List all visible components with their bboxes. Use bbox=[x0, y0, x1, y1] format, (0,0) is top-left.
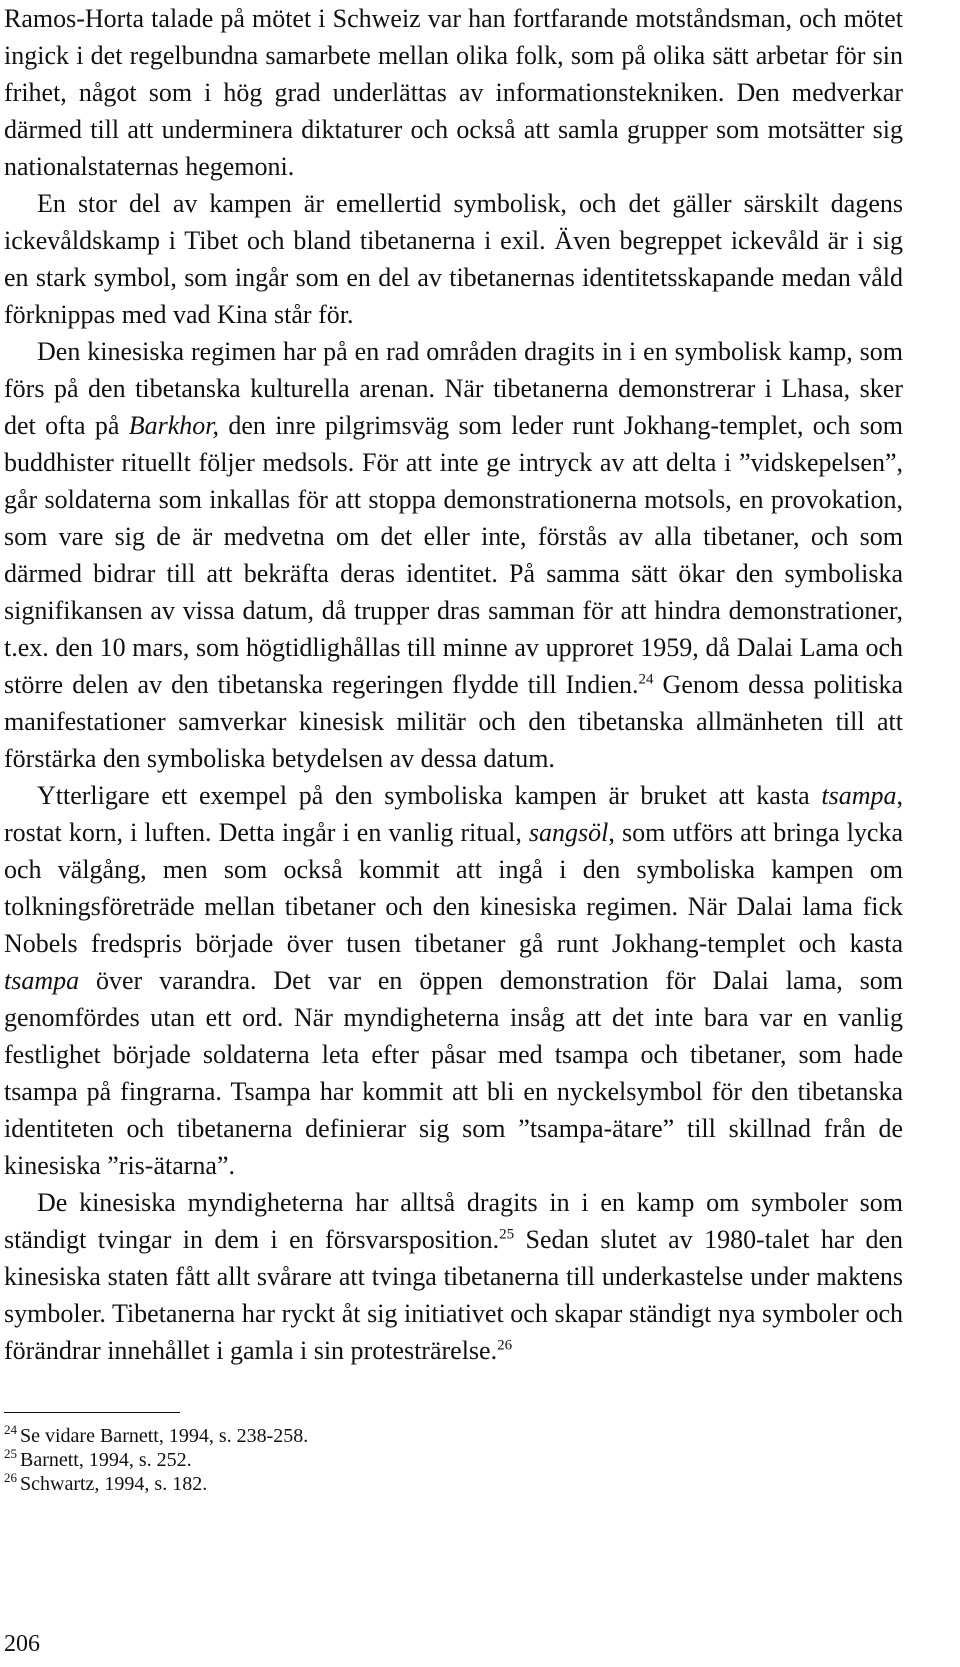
footnote-reference: 24 bbox=[638, 671, 654, 688]
footnote-reference: 26 bbox=[497, 1337, 513, 1354]
text-run: den inre pilgrimsväg som leder runt Jokhang-templet, och som buddhister rituellt följer medsols. För att inte ge intryck av att delta i ”vidskepelsen”, går soldaterna som inkallas för att stoppa demonstrationerna motsols, en provokation, som vare sig de är medvetna om det eller inte, förstås av alla tibetaner, och som därmed bidrar till att bekräfta deras identitet. På samma sätt ökar den symboliska signifikansen av vissa datum, då trupper dras samman för att hindra demonstrationer, t.ex. den 10 mars, som högtidlighållas till minne av upproret 1959, då Dalai Lama och större delen av den tibetanska regeringen flydde till Indien. bbox=[4, 411, 903, 699]
footnotes bbox=[4, 1424, 604, 1496]
italic-term: Barkhor, bbox=[128, 411, 219, 440]
text-run: En stor del av kampen är emellertid symbolisk, och det gäller särskilt dagens ickevåldskamp i Tibet och bland tibetanerna i exil. Även begreppet ickevåld är i sig en stark symbol, som ingår som en del av tibetanernas identitetsskapande medan våld förknippas med vad Kina står för. bbox=[4, 189, 903, 329]
footnote bbox=[4, 1472, 604, 1496]
text-run: Genom dessa politiska manifestationer samverkar kinesisk militär och den tibetanska allmänheten till att förstärka den symboliska betydelsen av dessa datum. bbox=[4, 670, 903, 773]
footnote-text: Schwartz, 1994, s. 182. bbox=[20, 1473, 208, 1495]
text-run: De kinesiska myndigheterna har alltså dragits in i en kamp om symboler som ständigt tvingar in dem i en försvarsposition. bbox=[4, 1188, 903, 1254]
paragraph bbox=[4, 333, 903, 777]
footnote bbox=[4, 1424, 604, 1448]
page-number: 206 bbox=[4, 1631, 40, 1657]
paragraph bbox=[4, 777, 903, 1184]
footnote-text: Se vidare Barnett, 1994, s. 238-258. bbox=[20, 1425, 309, 1447]
italic-term: sangsöl bbox=[528, 818, 609, 847]
footnote-text: Barnett, 1994, s. 252. bbox=[20, 1449, 192, 1471]
text-run: , som utförs att bringa lycka och välgång, men som också kommit att ingå i den symboliska kampen om tolkningsföreträde mellan tibetaner och den kinesiska regimen. När Dalai lama fick Nobels fredspris började över tusen tibetaner gå runt Jokhang-templet och kasta bbox=[4, 818, 903, 958]
paragraph bbox=[4, 0, 903, 185]
footnote-reference: 25 bbox=[499, 1226, 515, 1243]
paragraph bbox=[4, 1184, 903, 1369]
paragraph bbox=[4, 185, 903, 333]
footnote-number: 24 bbox=[4, 1422, 17, 1438]
footnote-number: 25 bbox=[4, 1446, 17, 1462]
footnote-divider bbox=[4, 1412, 180, 1413]
text-run: Ytterligare ett exempel på den symboliska kampen är bruket att kasta bbox=[37, 781, 822, 810]
text-run: Sedan slutet av 1980-talet har den kinesiska staten fått allt svårare att tvinga tibetanerna till underkastelse under maktens symboler. Tibetanerna har ryckt åt sig initiativet och skapar ständigt nya symboler och förändrar innehållet i gamla i sin protesträrelse. bbox=[4, 1225, 904, 1365]
text-run: Ramos-Horta talade på mötet i Schweiz var han fortfarande motståndsman, och mötet ingick i det regelbundna samarbete mellan olika folk, som på olika sätt arbetar för sin frihet, något som i hög grad underlättas av informationstekniken. Den medverkar därmed till att underminera diktaturer och också att samla grupper som motsätter sig nationalstaternas hegemoni. bbox=[4, 4, 903, 181]
italic-term: tsampa bbox=[821, 781, 897, 810]
text-run: över varandra. Det var en öppen demonstration för Dalai lama, som genomfördes utan ett ord. När myndigheterna insåg att det inte bara var en vanlig festlighet började soldaterna leta efter påsar med tsampa och tibetaner, som hade tsampa på fingrarna. Tsampa har kommit att bli en nyckelsymbol för den tibetanska identiteten och tibetanerna definierar sig som ”tsampa-ätare” till skillnad från de kinesiska ”ris-ätarna”. bbox=[4, 966, 903, 1180]
text-run: , rostat korn, i luften. Detta ingår i en vanlig ritual, bbox=[4, 781, 903, 847]
footnote-number: 26 bbox=[4, 1470, 17, 1486]
footnote bbox=[4, 1448, 604, 1472]
body-text bbox=[4, 0, 903, 1369]
italic-term: tsampa bbox=[4, 966, 80, 995]
text-run: Den kinesiska regimen har på en rad områden dragits in i en symbolisk kamp, som förs på den tibetanska kulturella arenan. När tibetanerna demonstrerar i Lhasa, sker det ofta på bbox=[4, 337, 903, 440]
